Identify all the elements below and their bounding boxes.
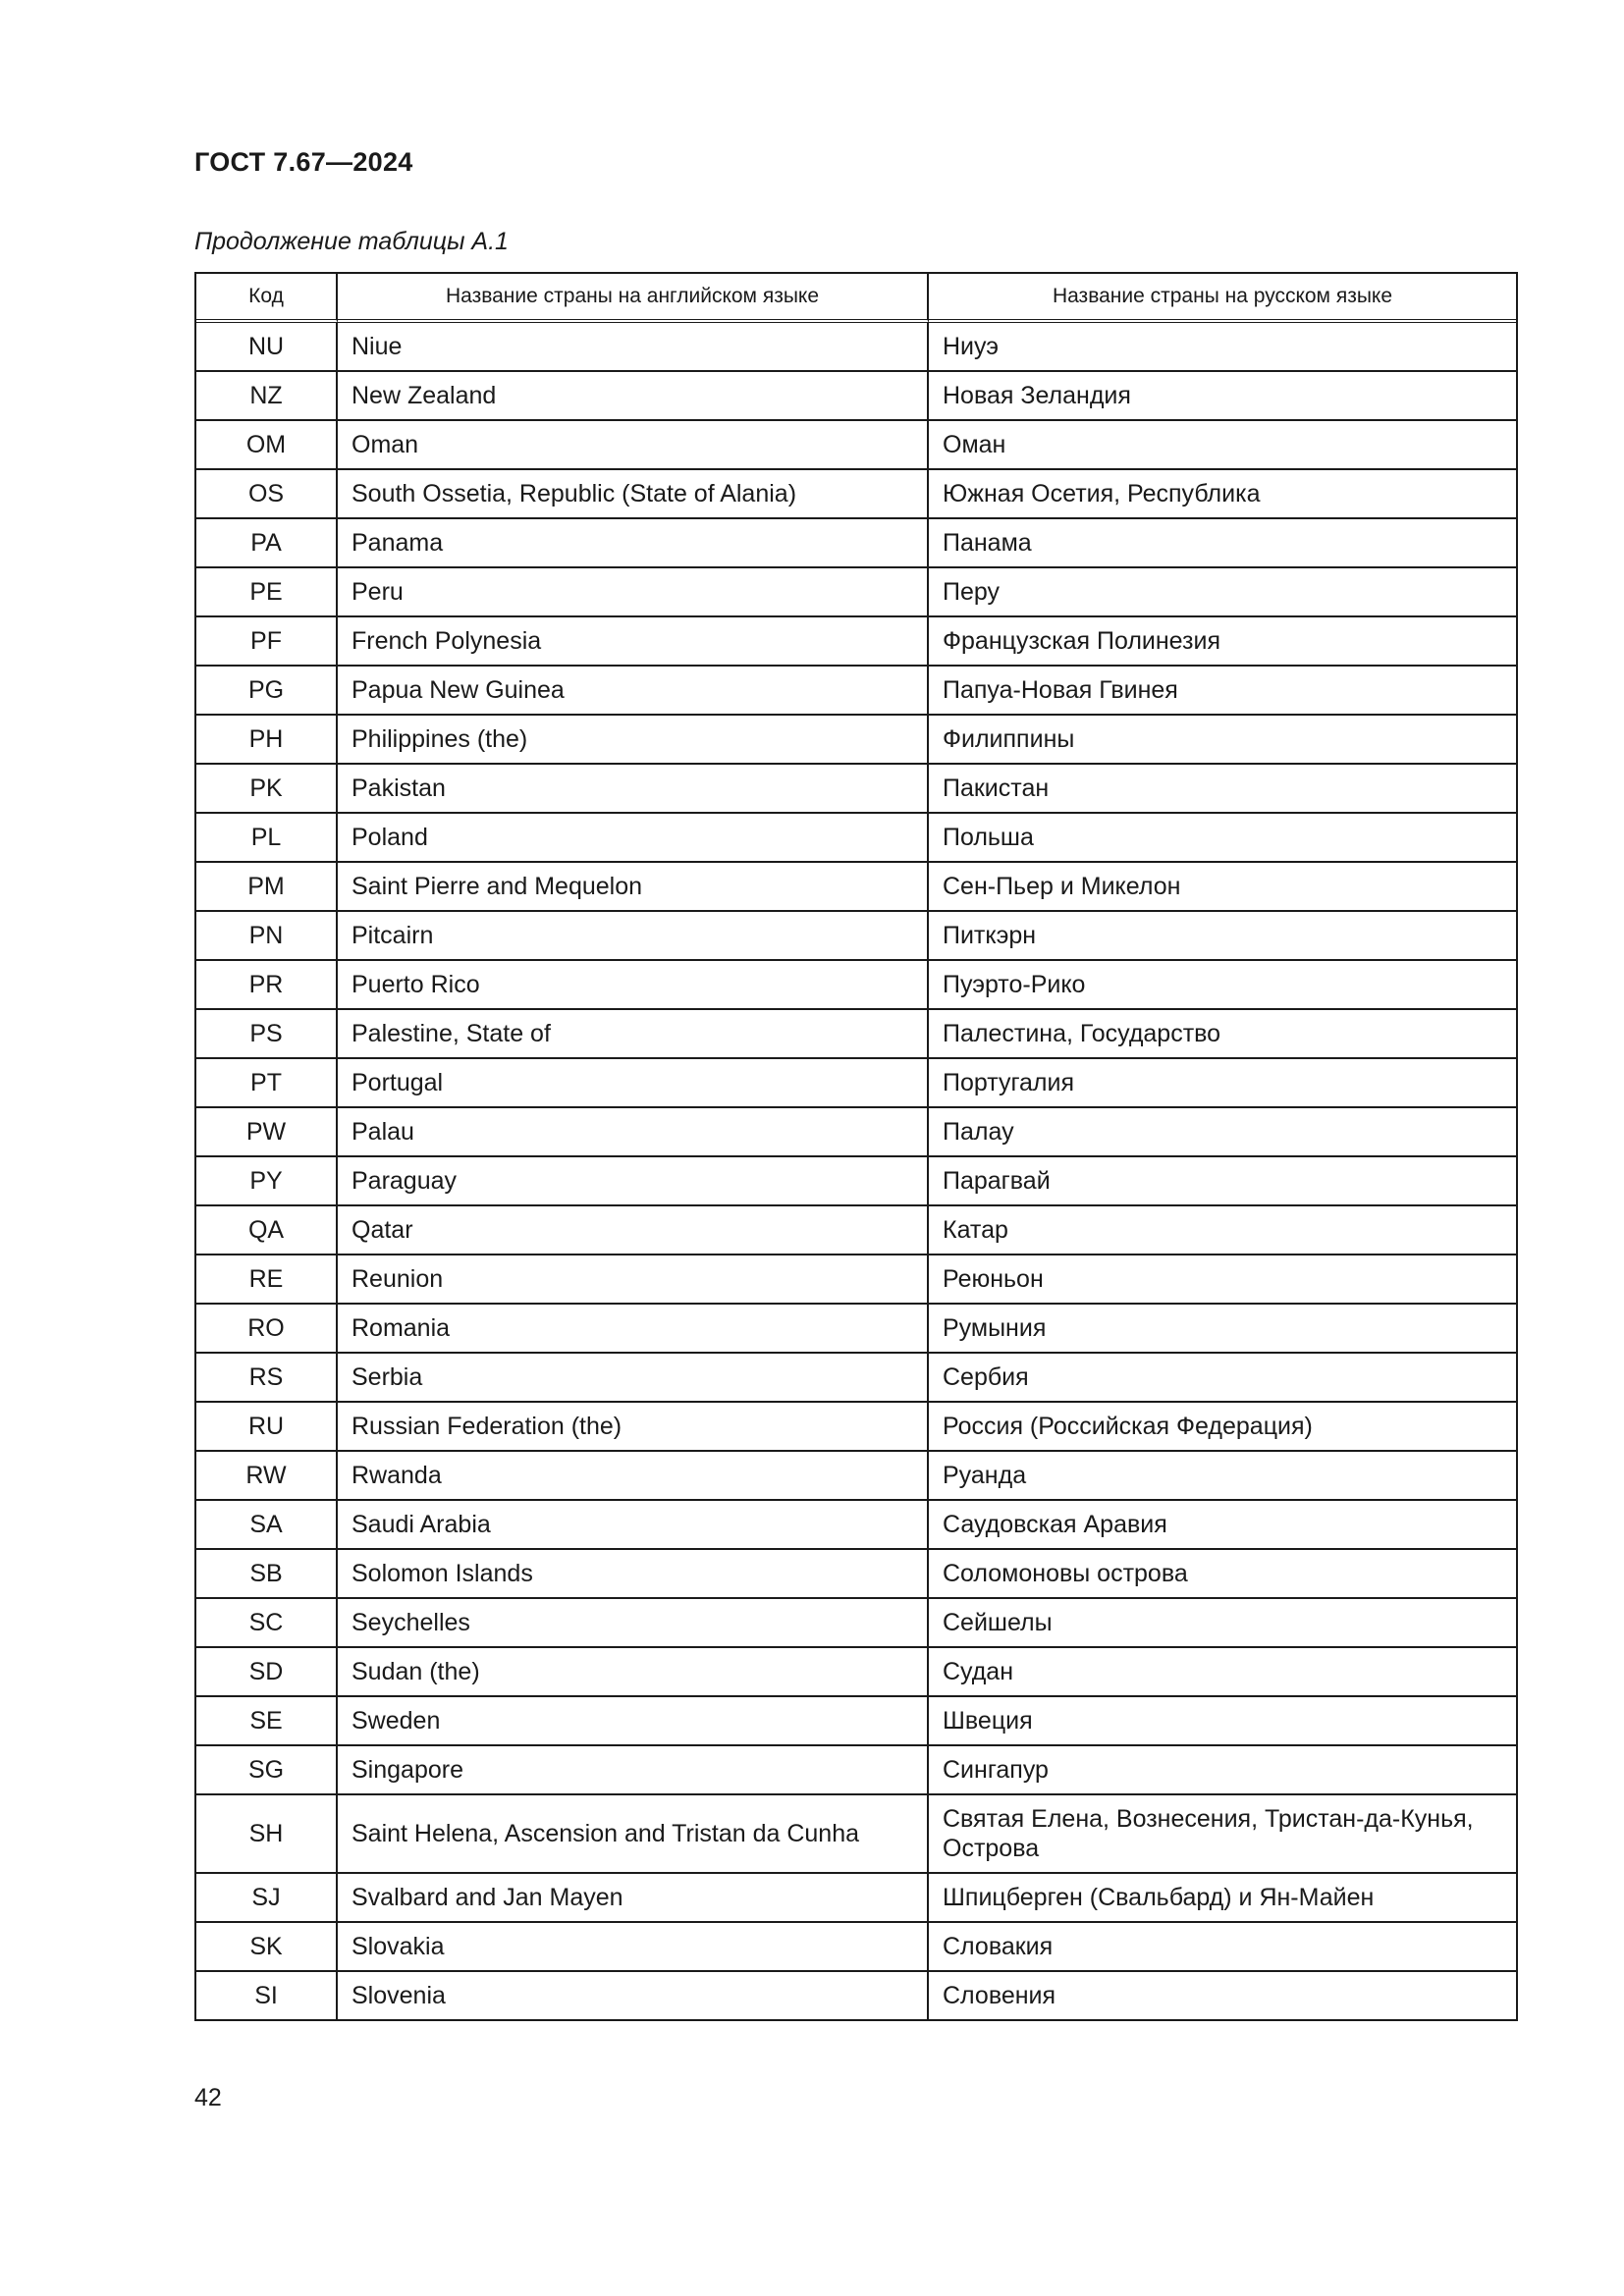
country-name-en-cell: Singapore [338,1746,929,1795]
country-name-ru-cell: Святая Елена, Вознесения, Тристан-да-Кунья, Острова [929,1795,1516,1874]
country-name-ru-cell: Палестина, Государство [929,1010,1516,1059]
country-name-en-cell: Puerto Rico [338,961,929,1010]
country-name-ru-cell: Новая Зеландия [929,372,1516,421]
table-row [196,1157,1516,1206]
country-name-en-cell: Rwanda [338,1452,929,1501]
country-code-cell: RS [196,1354,338,1403]
country-name-en-cell: Philippines (the) [338,716,929,765]
country-name-en-cell: Niue [338,323,929,372]
country-name-en-cell: Seychelles [338,1599,929,1648]
table-row [196,863,1516,912]
country-name-ru-cell: Саудовская Аравия [929,1501,1516,1550]
country-name-ru-cell: Оман [929,421,1516,470]
country-code-cell: PG [196,667,338,716]
table-row [196,617,1516,667]
country-code-cell: PF [196,617,338,667]
country-name-ru-cell: Польша [929,814,1516,863]
page-number: 42 [194,2084,222,2111]
table-row [196,1501,1516,1550]
country-name-ru-cell: Судан [929,1648,1516,1697]
country-code-cell: SE [196,1697,338,1746]
country-code-cell: PE [196,568,338,617]
table-row [196,1923,1516,1972]
table-row [196,912,1516,961]
country-name-en-cell: Pakistan [338,765,929,814]
country-code-cell: SI [196,1972,338,2019]
column-header-english-name: Название страны на английском языке [338,274,929,323]
document-header: ГОСТ 7.67—2024 [194,147,413,177]
table-row [196,1648,1516,1697]
country-name-ru-cell: Реюньон [929,1255,1516,1305]
country-name-en-cell: Russian Federation (the) [338,1403,929,1452]
table-row [196,323,1516,372]
country-name-ru-cell: Филиппины [929,716,1516,765]
country-name-ru-cell: Португалия [929,1059,1516,1108]
country-code-cell: RU [196,1403,338,1452]
table-body [196,323,1516,2019]
table-row [196,1255,1516,1305]
country-name-ru-cell: Румыния [929,1305,1516,1354]
country-name-en-cell: Sudan (the) [338,1648,929,1697]
column-header-code: Код [196,274,338,323]
country-name-en-cell: South Ossetia, Republic (State of Alania) [338,470,929,519]
table-row [196,1059,1516,1108]
country-name-en-cell: French Polynesia [338,617,929,667]
country-name-en-cell: Slovenia [338,1972,929,2019]
country-name-en-cell: Serbia [338,1354,929,1403]
country-name-en-cell: Reunion [338,1255,929,1305]
country-code-cell: RW [196,1452,338,1501]
country-name-en-cell: Svalbard and Jan Mayen [338,1874,929,1923]
country-code-cell: NU [196,323,338,372]
country-code-cell: SC [196,1599,338,1648]
country-name-en-cell: Papua New Guinea [338,667,929,716]
table-row [196,1108,1516,1157]
country-code-cell: SD [196,1648,338,1697]
table-row [196,1403,1516,1452]
country-code-cell: NZ [196,372,338,421]
country-code-cell: PK [196,765,338,814]
country-name-ru-cell: Питкэрн [929,912,1516,961]
country-name-ru-cell: Французская Полинезия [929,617,1516,667]
country-code-cell: SG [196,1746,338,1795]
table-row [196,961,1516,1010]
country-name-ru-cell: Соломоновы острова [929,1550,1516,1599]
table-row [196,1206,1516,1255]
country-code-cell: PL [196,814,338,863]
country-name-en-cell: Sweden [338,1697,929,1746]
country-name-en-cell: Saint Pierre and Mequelon [338,863,929,912]
country-code-cell: SH [196,1795,338,1874]
country-name-en-cell: Palau [338,1108,929,1157]
country-name-en-cell: Paraguay [338,1157,929,1206]
country-name-ru-cell: Словения [943,1982,1056,2009]
country-name-en-cell: Qatar [338,1206,929,1255]
country-name-ru-cell: Парагвай [929,1157,1516,1206]
country-name-en-cell: Poland [338,814,929,863]
country-name-ru-cell: Швеция [929,1697,1516,1746]
country-code-cell: PY [196,1157,338,1206]
country-code-cell: OS [196,470,338,519]
country-name-ru-cell: Ниуэ [929,323,1516,372]
country-name-en-cell: Palestine, State of [338,1010,929,1059]
country-name-ru-cell: Сен-Пьер и Микелон [929,863,1516,912]
table-row [196,1305,1516,1354]
country-name-en-cell: Peru [338,568,929,617]
country-code-cell: SJ [196,1874,338,1923]
country-name-ru-cell: Сейшелы [929,1599,1516,1648]
country-name-ru-cell: Сербия [929,1354,1516,1403]
table-row [196,1550,1516,1599]
country-code-cell: RE [196,1255,338,1305]
table-row [196,421,1516,470]
table-row [196,1972,1516,2019]
table-row [196,1795,1516,1874]
country-name-ru-cell: Перу [929,568,1516,617]
table-row [196,1746,1516,1795]
table-header [196,274,1516,323]
country-code-cell: PW [196,1108,338,1157]
table-row [196,1452,1516,1501]
table-row [196,667,1516,716]
table-row [196,1354,1516,1403]
country-name-ru-cell: Шпицберген (Свальбард) и Ян-Майен [929,1874,1516,1923]
table-caption: Продолжение таблицы А.1 [194,228,509,255]
country-name-en-cell: Panama [338,519,929,568]
country-code-cell: PT [196,1059,338,1108]
table-row [196,519,1516,568]
country-name-en-cell: Slovakia [338,1923,929,1972]
country-name-en-cell: Pitcairn [338,912,929,961]
country-name-ru-cell: Руанда [929,1452,1516,1501]
column-header-russian-name: Название страны на русском языке [929,274,1516,323]
country-code-table [194,272,1518,2021]
table-header-row [196,274,1516,323]
country-name-ru-cell: Палау [929,1108,1516,1157]
country-code-cell: RO [196,1305,338,1354]
country-code-cell: SB [196,1550,338,1599]
country-name-ru-cell: Россия (Российская Федерация) [929,1403,1516,1452]
country-name-ru-cell: Панама [929,519,1516,568]
country-name-ru-cell: Пакистан [929,765,1516,814]
country-name-en-cell: Solomon Islands [338,1550,929,1599]
table-row [196,1874,1516,1923]
table-row [196,372,1516,421]
country-code-cell: PH [196,716,338,765]
country-name-en-cell: New Zealand [338,372,929,421]
table-row [196,765,1516,814]
country-name-ru-cell: Катар [929,1206,1516,1255]
country-name-ru-cell: Сингапур [929,1746,1516,1795]
table-row [196,716,1516,765]
country-code-cell: QA [196,1206,338,1255]
country-code-cell: SK [196,1923,338,1972]
country-code-cell: PS [196,1010,338,1059]
country-code-cell: PM [196,863,338,912]
country-name-ru-cell: Южная Осетия, Республика [929,470,1516,519]
country-name-en-cell: Saudi Arabia [338,1501,929,1550]
table-row [196,470,1516,519]
country-code-cell: PN [196,912,338,961]
country-name-en-cell: Portugal [338,1059,929,1108]
country-code-cell: OM [196,421,338,470]
country-name-en-cell: Romania [338,1305,929,1354]
country-name-ru-cell: Пуэрто-Рико [929,961,1516,1010]
table-row [196,1010,1516,1059]
country-name-en-cell: Oman [338,421,929,470]
country-name-en-cell: Saint Helena, Ascension and Tristan da Cunha [338,1795,929,1874]
country-code-cell: PA [196,519,338,568]
country-code-cell: PR [196,961,338,1010]
table-row [196,1599,1516,1648]
table-row [196,814,1516,863]
table-row [196,1697,1516,1746]
country-name-ru-cell: Папуа-Новая Гвинея [929,667,1516,716]
country-code-cell: SA [196,1501,338,1550]
table-row [196,568,1516,617]
country-name-ru-cell: Словакия [929,1923,1516,1972]
